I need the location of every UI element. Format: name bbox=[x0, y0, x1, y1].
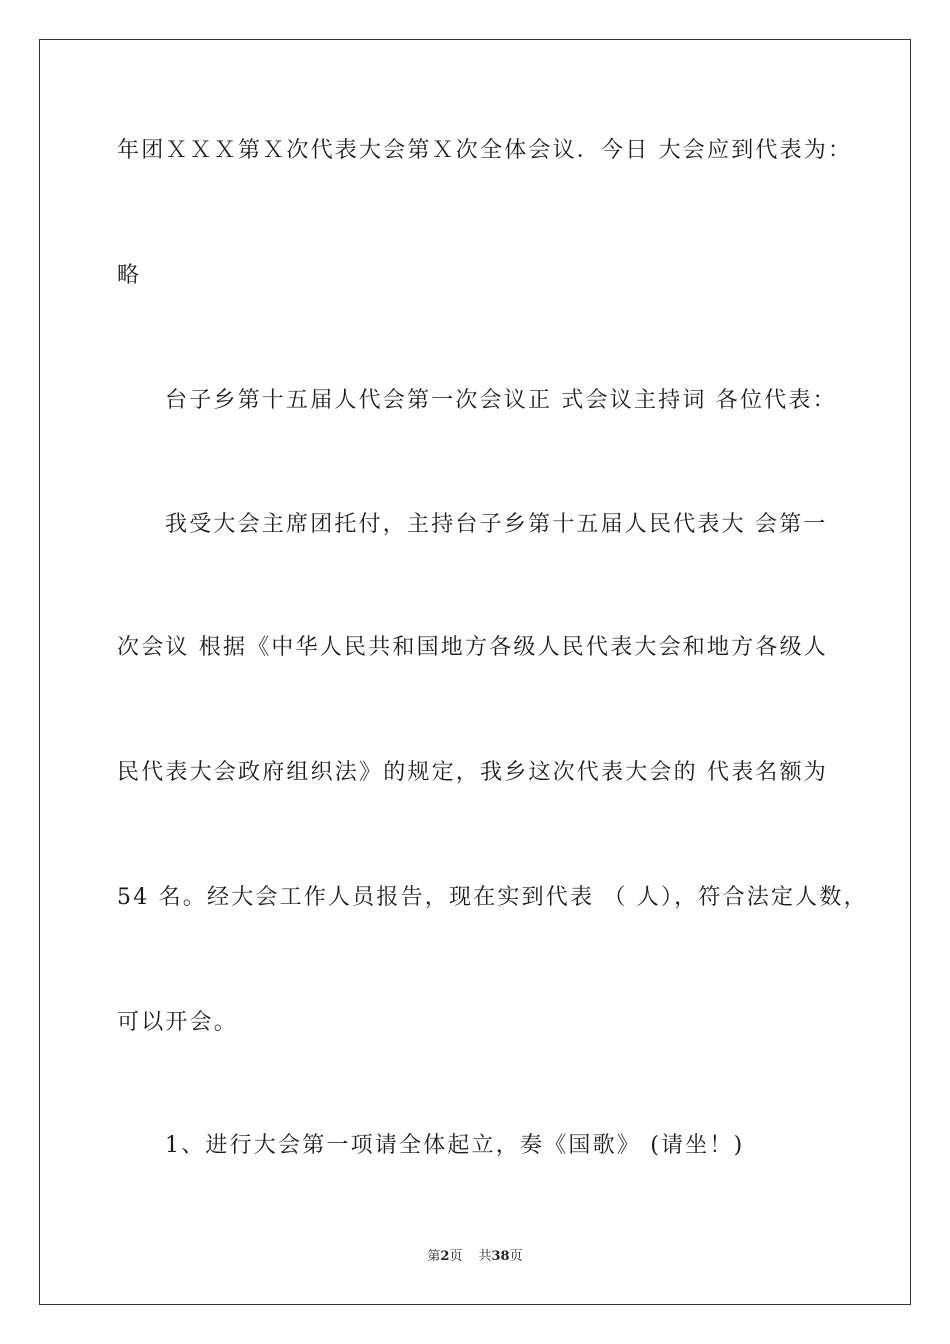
body-line-1: 年团ＸＸＸ第Ｘ次代表大会第Ｘ次全体会议．今日 大会应到代表为： bbox=[117, 138, 853, 163]
body-line-9: 1、进行大会第一项请全体起立，奏《国歌》 (请坐！) bbox=[165, 1133, 745, 1158]
page-suffix: 页 bbox=[449, 1249, 463, 1264]
page-number: 2 bbox=[440, 1249, 450, 1264]
body-line-7: 54 名。经大会工作人员报告，现在实到代表 （ 人），符合法定人数， bbox=[117, 885, 868, 910]
total-prefix: 共 bbox=[478, 1249, 492, 1264]
page-footer bbox=[0, 1248, 950, 1266]
body-line-2: 略 bbox=[117, 263, 142, 288]
body-line-4: 我受大会主席团托付，主持台子乡第十五届人民代表大 会第一 bbox=[165, 512, 828, 537]
body-line-8: 可以开会。 bbox=[117, 1010, 239, 1035]
page-prefix: 第 bbox=[427, 1249, 441, 1264]
body-line-5: 次会议 根据《中华人民共和国地方各级人民代表大会和地方各级人 bbox=[117, 635, 828, 660]
body-line-6: 民代表大会政府组织法》的规定，我乡这次代表大会的 代表名额为 bbox=[117, 760, 828, 785]
total-suffix: 页 bbox=[509, 1249, 523, 1264]
total-pages: 38 bbox=[491, 1249, 510, 1264]
body-line-3: 台子乡第十五届人代会第一次会议正 式会议主持词 各位代表： bbox=[165, 388, 837, 413]
page-border bbox=[39, 39, 911, 1305]
